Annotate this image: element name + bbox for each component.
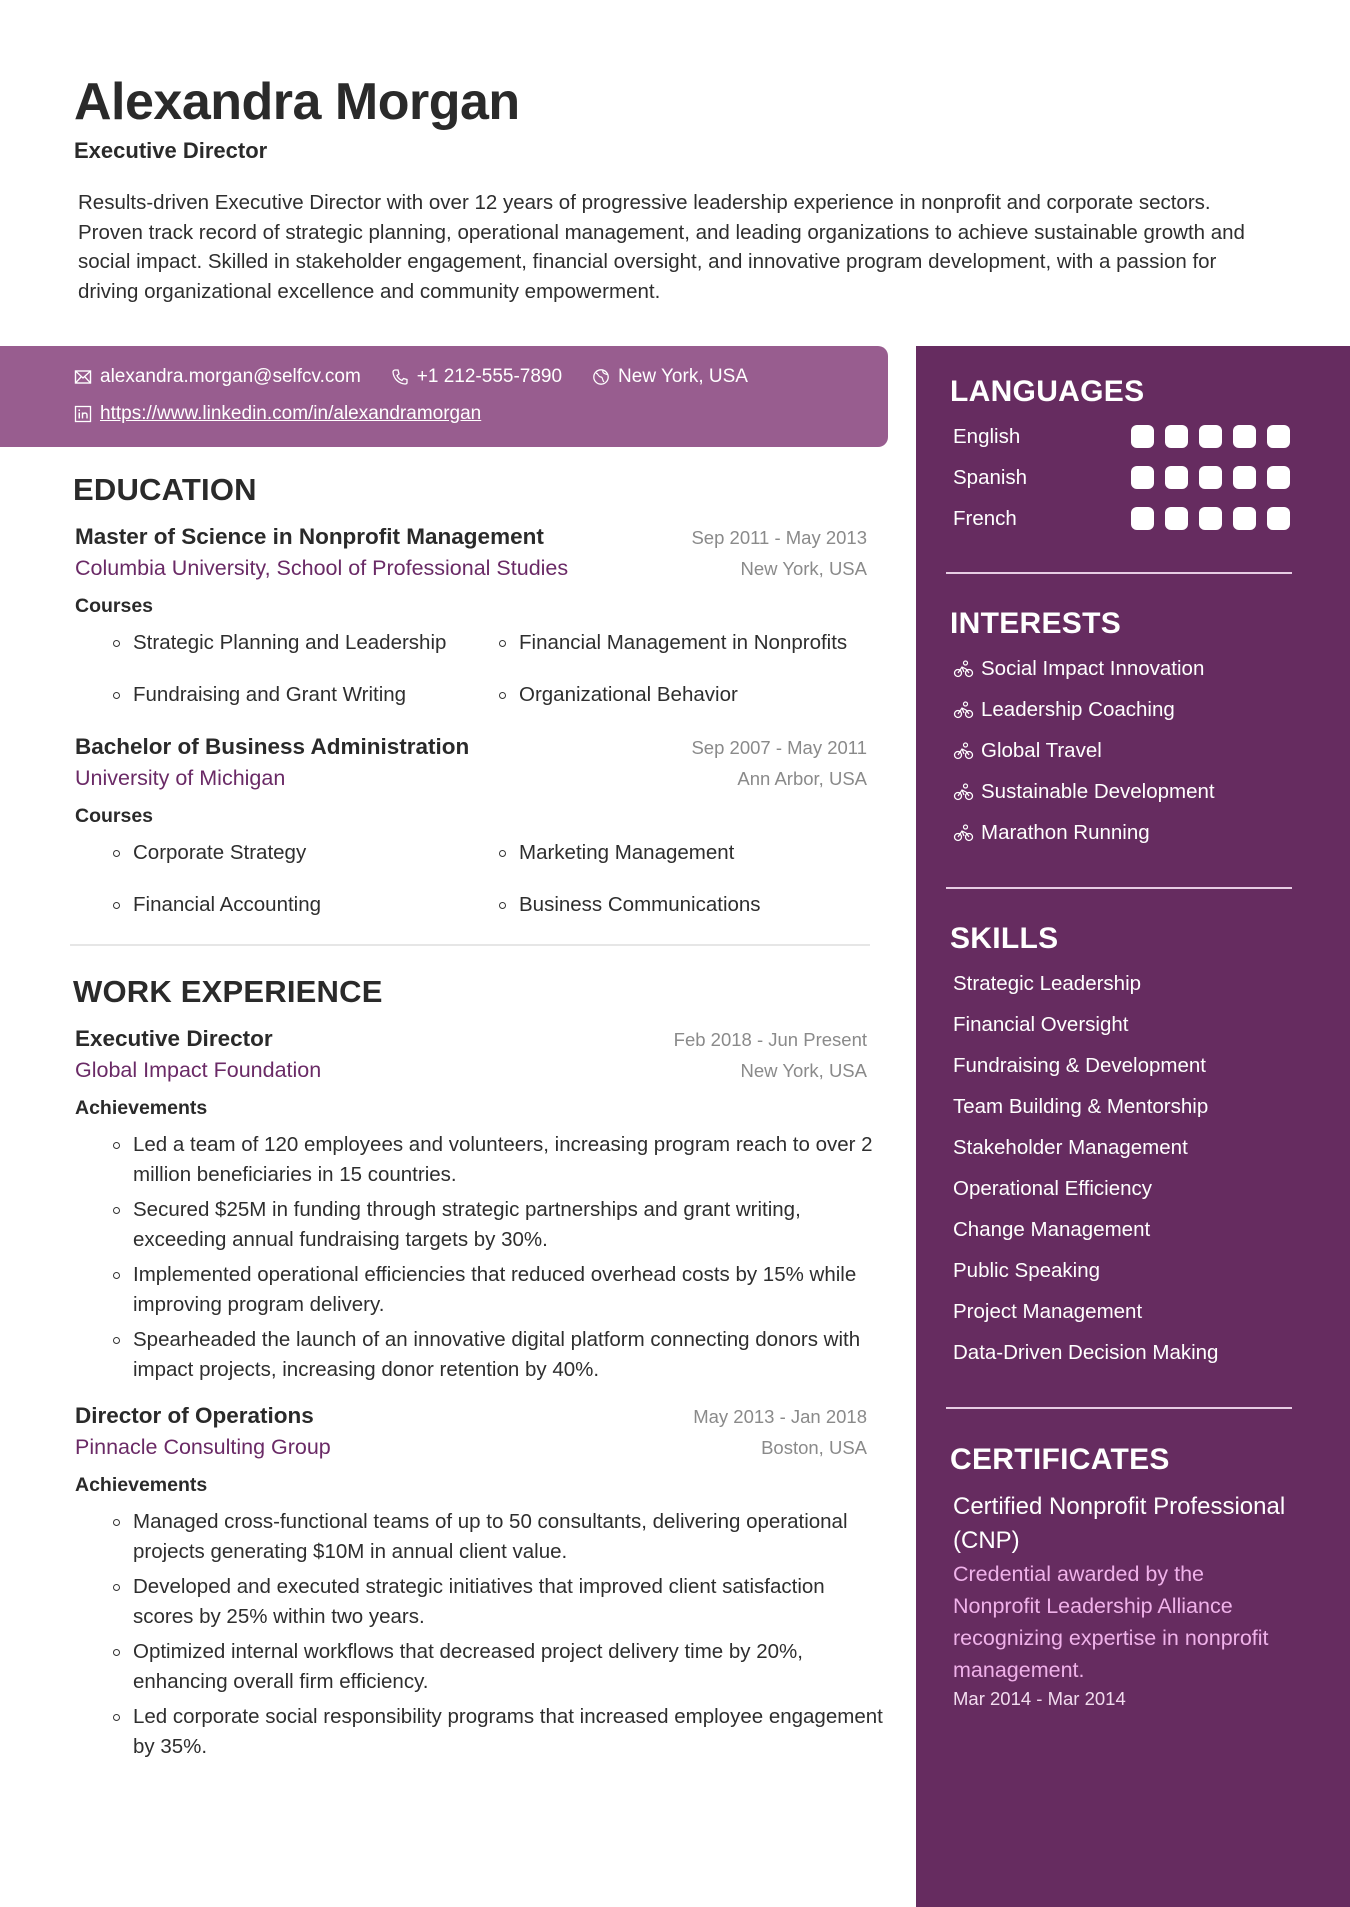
skill-item: Operational Efficiency [953, 1176, 1153, 1200]
degree: Bachelor of Business Administration [75, 734, 470, 759]
role: Director of Operations [75, 1403, 314, 1428]
interest-item: Marathon Running [950, 812, 1296, 853]
linkedin-icon [74, 405, 92, 423]
proficiency-dots [1131, 466, 1290, 489]
bullet-icon [113, 1714, 120, 1721]
envelope-icon [74, 368, 92, 386]
location: New York, USA [740, 558, 867, 579]
location-text: New York, USA [618, 366, 748, 387]
achievement-list [113, 1130, 873, 1385]
sidebar-divider [946, 572, 1292, 574]
achievement-item: Led a team of 120 employees and volunteers, increasing program reach to over 2 million beneficiaries in 15 countries. [113, 1130, 883, 1190]
bullet-icon [113, 850, 120, 857]
email-text: alexandra.morgan@selfcv.com [100, 366, 361, 387]
language-row [950, 416, 1296, 457]
languages-section [950, 372, 1296, 539]
education-heading: EDUCATION [73, 472, 257, 507]
interest-item: Sustainable Development [950, 771, 1296, 812]
bullet-icon [113, 640, 120, 647]
bullet-icon [499, 850, 506, 857]
education-entry [75, 734, 867, 920]
interest-item: Social Impact Innovation [950, 648, 1296, 689]
bullet-icon [499, 640, 506, 647]
interest-item: Global Travel [950, 730, 1296, 771]
language-name: Spanish [953, 465, 1028, 489]
work-entry [75, 1026, 873, 1385]
work-entry [75, 1403, 883, 1762]
proficiency-dots [1131, 507, 1290, 530]
linkedin-link[interactable]: https://www.linkedin.com/in/alexandramorgan [100, 403, 482, 424]
interest-item: Leadership Coaching [950, 689, 1296, 730]
achievement-item: Spearheaded the launch of an innovative digital platform connecting donors with impact projects, increasing donor retention by 40%. [113, 1325, 883, 1385]
profile-summary: Results-driven Executive Director with over 12 years of progressive leadership experience in nonprofit and corporate sectors. Proven track record of strategic planning, operational management, and leading organizations to achieve sustainable growth and social impact. Skilled in stakeholder engagement, financial oversight, and innovative program development, with a passion for driving organizational excellence and community empowerment. [78, 191, 1245, 303]
achievement-item: Implemented operational efficiencies that reduced overhead costs by 15% while improving program delivery. [113, 1260, 883, 1320]
skill-item: Change Management [953, 1217, 1151, 1241]
main-column [70, 470, 883, 1767]
cycling-icon [953, 660, 975, 678]
interests-section [950, 604, 1296, 853]
course-item: Organizational Behavior [499, 680, 885, 710]
bullet-icon [113, 1207, 120, 1214]
bullet-icon [113, 1142, 120, 1149]
company: Pinnacle Consulting Group [75, 1435, 331, 1459]
course-item: Financial Accounting [113, 890, 499, 920]
courses-label: Courses [75, 805, 154, 827]
sidebar [916, 346, 1350, 1907]
cycling-icon [953, 783, 975, 801]
course-item: Financial Management in Nonprofits [499, 628, 885, 658]
language-row [950, 498, 1296, 539]
course-list [113, 838, 867, 920]
resume-header [74, 72, 1274, 164]
skills-heading: SKILLS [950, 922, 1059, 955]
course-item: Marketing Management [499, 838, 885, 868]
skill-item: Strategic Leadership [953, 971, 1142, 995]
bullet-icon [113, 1584, 120, 1591]
achievements-label: Achievements [75, 1097, 208, 1119]
course-item: Business Communications [499, 890, 885, 920]
bullet-icon [113, 1519, 120, 1526]
contact-location [592, 366, 748, 388]
role: Executive Director [75, 1026, 273, 1051]
certificates-heading: CERTIFICATES [950, 1443, 1170, 1476]
dates: Feb 2018 - Jun Present [673, 1029, 867, 1050]
phone-text: +1 212-555-7890 [416, 366, 563, 387]
course-list [113, 628, 867, 710]
location: Boston, USA [761, 1437, 867, 1458]
skills-section [950, 919, 1296, 1373]
achievement-list [113, 1507, 883, 1762]
course-item: Corporate Strategy [113, 838, 499, 868]
bullet-icon [113, 1649, 120, 1656]
interests-heading: INTERESTS [950, 607, 1122, 640]
location: Ann Arbor, USA [737, 768, 867, 789]
skill-item: Stakeholder Management [953, 1135, 1188, 1159]
achievement-item: Developed and executed strategic initiatives that improved client satisfaction scores by 25% within two years. [113, 1572, 883, 1632]
sidebar-divider [946, 887, 1292, 889]
contact-phone[interactable] [391, 366, 562, 388]
achievement-item: Secured $25M in funding through strategic partnerships and grant writing, exceeding annual fundraising targets by 30%. [113, 1195, 883, 1255]
bullet-icon [113, 902, 120, 909]
certificate-name: Certified Nonprofit Professional (CNP) [953, 1493, 1286, 1554]
degree: Master of Science in Nonprofit Management [75, 524, 544, 549]
candidate-name: Alexandra Morgan [74, 73, 520, 131]
skill-item: Team Building & Mentorship [953, 1094, 1209, 1118]
dates: May 2013 - Jan 2018 [693, 1406, 867, 1427]
cycling-icon [953, 824, 975, 842]
dates: Sep 2007 - May 2011 [691, 737, 867, 758]
skill-item: Project Management [953, 1299, 1143, 1323]
language-name: English [953, 424, 1021, 448]
skill-item: Fundraising & Development [953, 1053, 1206, 1077]
education-entry [75, 524, 867, 710]
phone-icon [391, 368, 409, 386]
certificate-item [950, 1490, 1296, 1710]
bullet-icon [113, 1272, 120, 1279]
cycling-icon [953, 742, 975, 760]
language-name: French [953, 506, 1017, 530]
achievement-item: Optimized internal workflows that decreased project delivery time by 20%, enhancing overall firm efficiency. [113, 1637, 883, 1697]
cycling-icon [953, 701, 975, 719]
bullet-icon [113, 1337, 120, 1344]
company: Global Impact Foundation [75, 1058, 322, 1082]
sidebar-divider [946, 1407, 1292, 1409]
contact-bar [0, 346, 888, 447]
globe-icon [592, 368, 610, 386]
skill-item: Data-Driven Decision Making [953, 1340, 1219, 1364]
bullet-icon [499, 902, 506, 909]
candidate-title: Executive Director [74, 138, 268, 163]
skill-item: Public Speaking [953, 1258, 1101, 1282]
certificates-section [950, 1440, 1296, 1710]
achievements-label: Achievements [75, 1474, 208, 1496]
work-heading: WORK EXPERIENCE [73, 974, 383, 1009]
languages-heading: LANGUAGES [950, 375, 1145, 408]
certificate-description: Credential awarded by the Nonprofit Leadership Alliance recognizing expertise in nonprofit management. [953, 1562, 1269, 1682]
location: New York, USA [740, 1060, 867, 1081]
contact-linkedin[interactable] [74, 403, 481, 425]
section-divider [70, 944, 870, 946]
bullet-icon [499, 692, 506, 699]
dates: Sep 2011 - May 2013 [691, 527, 867, 548]
course-item: Fundraising and Grant Writing [113, 680, 499, 710]
school: University of Michigan [75, 766, 286, 790]
proficiency-dots [1131, 425, 1290, 448]
achievement-item: Managed cross-functional teams of up to 50 consultants, delivering operational projects generating $10M in annual client value. [113, 1507, 883, 1567]
language-row [950, 457, 1296, 498]
course-item: Strategic Planning and Leadership [113, 628, 499, 658]
bullet-icon [113, 692, 120, 699]
certificate-dates: Mar 2014 - Mar 2014 [953, 1688, 1126, 1709]
contact-email[interactable] [74, 366, 361, 388]
school: Columbia University, School of Professional Studies [75, 556, 569, 580]
achievement-item: Led corporate social responsibility programs that increased employee engagement by 35%. [113, 1702, 883, 1762]
courses-label: Courses [75, 595, 154, 617]
skill-item: Financial Oversight [953, 1012, 1129, 1036]
